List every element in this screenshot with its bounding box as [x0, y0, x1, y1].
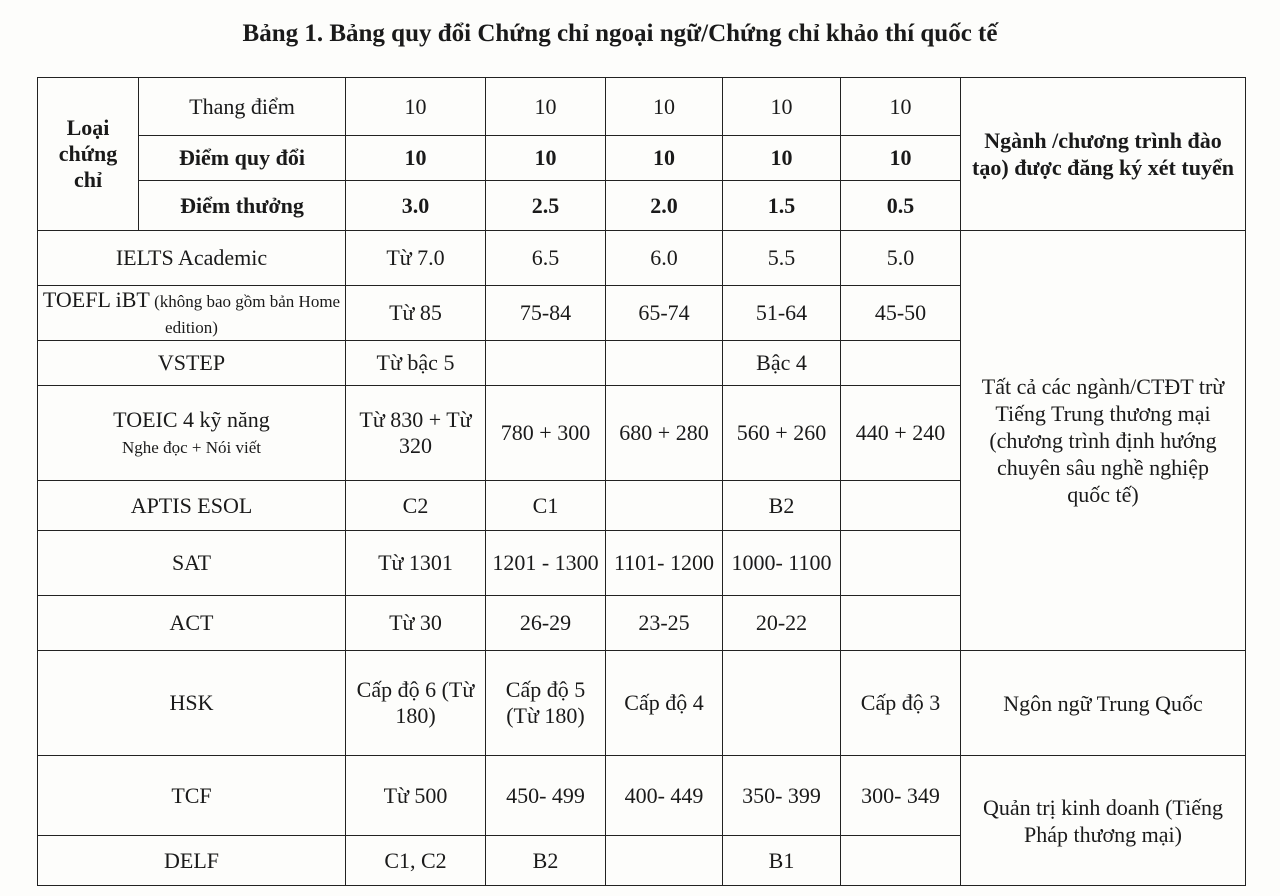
certificate-label: TOEFL iBT	[42, 287, 150, 312]
cell: Từ bậc 5	[346, 341, 486, 386]
cell	[486, 341, 606, 386]
cell: 75-84	[486, 286, 606, 341]
cell: Từ 1301	[346, 531, 486, 596]
cell: Từ 7.0	[346, 231, 486, 286]
cell	[606, 836, 723, 886]
cell: 10	[346, 136, 486, 181]
certificate-label: VSTEP	[157, 350, 226, 375]
cell: 10	[723, 136, 841, 181]
cell: 10	[346, 78, 486, 136]
cell: 300- 349	[841, 756, 961, 836]
cell: 2.5	[486, 181, 606, 231]
cell: 5.0	[841, 231, 961, 286]
cell: 1000- 1100	[723, 531, 841, 596]
row-label: Điểm thưởng	[139, 181, 346, 231]
cell: 350- 399	[723, 756, 841, 836]
row-label: Điểm quy đổi	[139, 136, 346, 181]
table-title: Bảng 1. Bảng quy đổi Chứng chỉ ngoại ngữ/Chứng chỉ khảo thí quốc tế	[242, 20, 998, 47]
cell: C1, C2	[346, 836, 486, 886]
cell	[841, 836, 961, 886]
cell: 560 + 260	[723, 386, 841, 481]
certificate-note: Nghe đọc + Nói viết	[122, 438, 261, 457]
cell	[841, 481, 961, 531]
program-cell: Tất cả các ngành/CTĐT trừ Tiếng Trung thương mại (chương trình định hướng chuyên sâu nghề nghiệp quốc tế)	[961, 231, 1246, 651]
certificate-label: TCF	[171, 782, 212, 808]
cell: Cấp độ 6 (Từ 180)	[346, 651, 486, 756]
type-header: Loại chứng chỉ	[38, 78, 139, 231]
cell: 5.5	[723, 231, 841, 286]
cell: B2	[486, 836, 606, 886]
cell: 45-50	[841, 286, 961, 341]
cell: 26-29	[486, 596, 606, 651]
cell	[841, 596, 961, 651]
certificate-label: DELF	[164, 847, 219, 873]
cell: 10	[606, 78, 723, 136]
cell: 65-74	[606, 286, 723, 341]
certificate-name	[38, 756, 346, 836]
cell: 10	[486, 78, 606, 136]
cell: 20-22	[723, 596, 841, 651]
cell: 0.5	[841, 181, 961, 231]
conversion-table	[37, 77, 1246, 886]
certificate-label: ACT	[169, 610, 214, 635]
certificate-name	[38, 386, 346, 481]
cell: B2	[723, 481, 841, 531]
cell	[723, 651, 841, 756]
cell: 10	[486, 136, 606, 181]
cell: 51-64	[723, 286, 841, 341]
cell: 6.0	[606, 231, 723, 286]
cell: 440 + 240	[841, 386, 961, 481]
cell: 780 + 300	[486, 386, 606, 481]
certificate-name	[38, 341, 346, 386]
cell: 10	[723, 78, 841, 136]
cell: Từ 500	[346, 756, 486, 836]
cell: 1201 - 1300	[486, 531, 606, 596]
cell: C2	[346, 481, 486, 531]
certificate-name	[38, 596, 346, 651]
table-row	[38, 651, 1246, 756]
cell: 10	[841, 78, 961, 136]
header-row-scale	[38, 78, 1246, 136]
certificate-name	[38, 836, 346, 886]
cell: 1101- 1200	[606, 531, 723, 596]
cell: 680 + 280	[606, 386, 723, 481]
program-header: Ngành /chương trình đào tạo) được đăng ký xét tuyển	[961, 78, 1246, 231]
certificate-label: APTIS ESOL	[130, 492, 253, 518]
certificate-name	[38, 531, 346, 596]
cell: C1	[486, 481, 606, 531]
cell: 6.5	[486, 231, 606, 286]
certificate-label: HSK	[169, 690, 214, 715]
cell: 400- 449	[606, 756, 723, 836]
certificate-name	[38, 231, 346, 286]
cell: Bậc 4	[723, 341, 841, 386]
cell: Cấp độ 3	[841, 651, 961, 756]
cell: B1	[723, 836, 841, 886]
cell: 10	[841, 136, 961, 181]
certificate-label: TOEIC 4 kỹ năng	[113, 407, 270, 432]
cell: 450- 499	[486, 756, 606, 836]
cell	[606, 481, 723, 531]
certificate-name	[38, 651, 346, 756]
certificate-name	[38, 481, 346, 531]
table-row	[38, 756, 1246, 836]
row-label: Thang điểm	[139, 78, 346, 136]
cell: 1.5	[723, 181, 841, 231]
certificate-name	[38, 286, 346, 341]
certificate-label: SAT	[171, 550, 212, 575]
cell	[841, 531, 961, 596]
certificate-note: (không bao gồm bản Home edition)	[149, 292, 341, 337]
cell: Từ 30	[346, 596, 486, 651]
cell: Từ 830 + Từ 320	[346, 386, 486, 481]
cell: 23-25	[606, 596, 723, 651]
program-cell: Quản trị kinh doanh (Tiếng Pháp thương mại)	[961, 756, 1246, 886]
cell: 10	[606, 136, 723, 181]
cell: 2.0	[606, 181, 723, 231]
cell	[841, 341, 961, 386]
cell: Cấp độ 5 (Từ 180)	[486, 651, 606, 756]
certificate-label: IELTS Academic	[115, 245, 268, 270]
cell: Cấp độ 4	[606, 651, 723, 756]
cell	[606, 341, 723, 386]
cell: 3.0	[346, 181, 486, 231]
cell: Từ 85	[346, 286, 486, 341]
table-row	[38, 231, 1246, 286]
program-cell: Ngôn ngữ Trung Quốc	[961, 651, 1246, 756]
